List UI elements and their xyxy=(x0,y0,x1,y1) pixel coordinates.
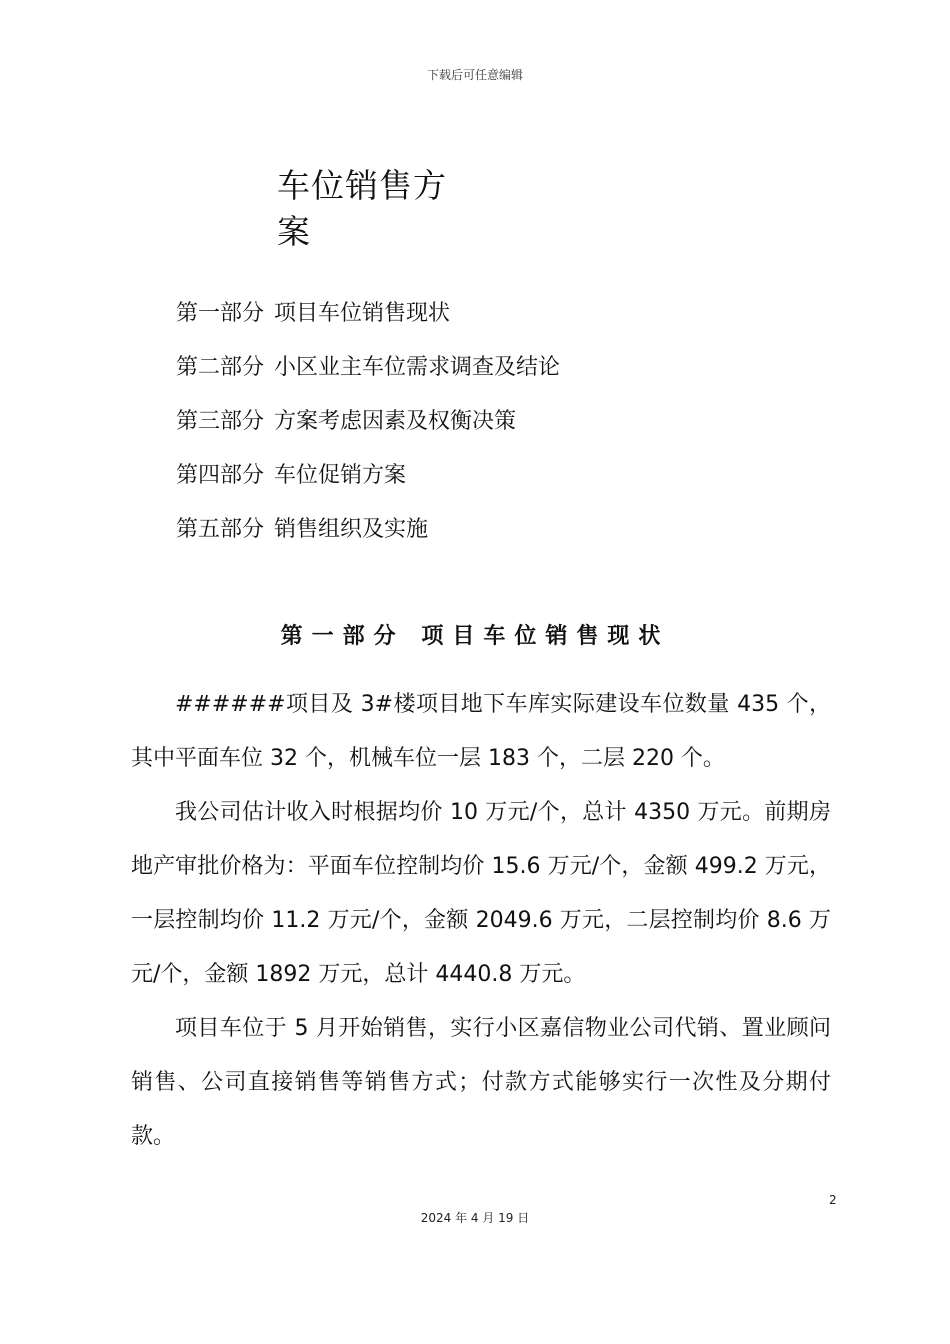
table-of-contents xyxy=(176,294,560,564)
section-body xyxy=(131,678,831,1164)
toc-part-label: 第二部分 xyxy=(176,355,265,380)
toc-part-title: 车位促销方案 xyxy=(274,463,407,488)
toc-item xyxy=(176,348,560,402)
toc-part-title: 方案考虑因素及权衡决策 xyxy=(274,409,517,434)
document-title: 车位销售方案 xyxy=(277,166,447,251)
body-paragraph: 我公司估计收入时根据均价 10 万元/个，总计 4350 万元。前期房地产审批价格为：平面车位控制均价 15.6 万元/个，金额 499.2 万元，一层控制均价 11.2 万元/个，金额 2049.6 万元，二层控制均价 8.6 万元/个，金额 1892 万元，总计 4440.8 万元。 xyxy=(131,800,831,987)
section-heading: 第一部分 项目车位销售现状 xyxy=(280,624,670,649)
toc-part-title: 小区业主车位需求调查及结论 xyxy=(274,355,561,380)
toc-part-title: 销售组织及实施 xyxy=(274,517,429,542)
toc-item xyxy=(176,456,560,510)
footer-date: 2024 年 4 月 19 日 xyxy=(420,1211,530,1225)
toc-item xyxy=(176,294,560,348)
toc-part-title: 项目车位销售现状 xyxy=(274,301,451,326)
header-note: 下载后可任意编辑 xyxy=(426,68,523,82)
toc-item xyxy=(176,402,560,456)
toc-part-label: 第三部分 xyxy=(176,409,265,434)
page-number: 2 xyxy=(829,1193,837,1207)
body-paragraph: ######项目及 3#楼项目地下车库实际建设车位数量 435 个，其中平面车位 32 个，机械车位一层 183 个，二层 220 个。 xyxy=(131,692,831,771)
toc-item xyxy=(176,510,560,564)
toc-part-label: 第五部分 xyxy=(176,517,265,542)
toc-part-label: 第四部分 xyxy=(176,463,265,488)
toc-part-label: 第一部分 xyxy=(176,301,265,326)
body-paragraph: 项目车位于 5 月开始销售，实行小区嘉信物业公司代销、置业顾问销售、公司直接销售等销售方式；付款方式能够实行一次性及分期付款。 xyxy=(131,1016,831,1149)
